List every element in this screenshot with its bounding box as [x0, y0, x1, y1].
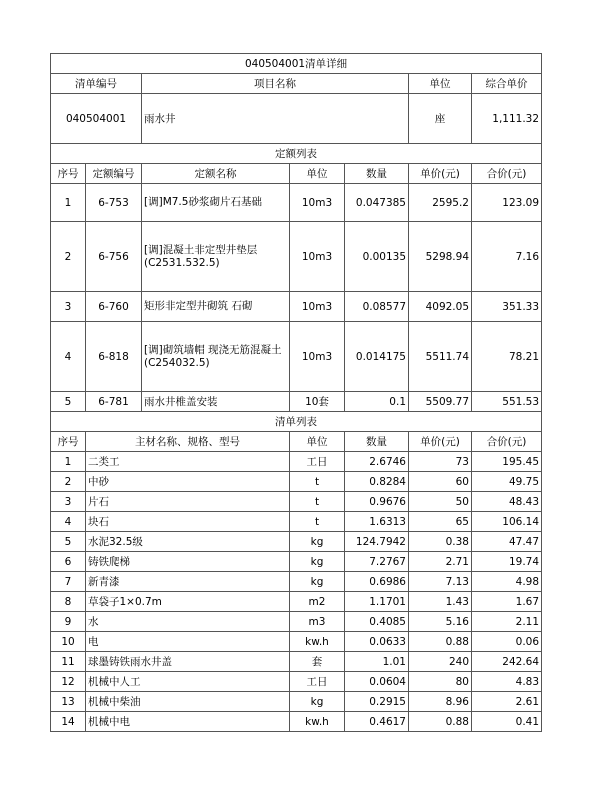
material-qty: 1.6313 — [345, 512, 409, 532]
material-index: 5 — [51, 532, 86, 552]
quota-row — [51, 292, 542, 322]
material-unit: kg — [290, 692, 345, 712]
quota-unit-price: 2595.2 — [409, 184, 472, 222]
header-price: 综合单价 — [472, 74, 542, 94]
material-index: 6 — [51, 552, 86, 572]
material-unit-price: 7.13 — [409, 572, 472, 592]
quota-index: 2 — [51, 222, 86, 292]
material-qty: 0.0604 — [345, 672, 409, 692]
material-row — [51, 512, 542, 532]
quota-unit-price: 5509.77 — [409, 392, 472, 412]
quota-index: 5 — [51, 392, 86, 412]
quota-row — [51, 184, 542, 222]
material-name: 块石 — [86, 512, 290, 532]
material-unit-price: 73 — [409, 452, 472, 472]
material-row — [51, 692, 542, 712]
quota-unit-price: 4092.05 — [409, 292, 472, 322]
material-name: 铸铁爬梯 — [86, 552, 290, 572]
material-index: 13 — [51, 692, 86, 712]
material-row — [51, 572, 542, 592]
material-index: 10 — [51, 632, 86, 652]
material-total: 0.41 — [472, 712, 542, 732]
quota-qty: 0.1 — [345, 392, 409, 412]
material-name: 电 — [86, 632, 290, 652]
quota-row — [51, 222, 542, 292]
material-total: 48.43 — [472, 492, 542, 512]
material-unit-price: 80 — [409, 672, 472, 692]
material-unit: 套 — [290, 652, 345, 672]
material-unit: t — [290, 512, 345, 532]
material-qty: 1.01 — [345, 652, 409, 672]
material-name: 机械中柴油 — [86, 692, 290, 712]
item-unit: 座 — [409, 94, 472, 144]
material-name: 草袋子1×0.7m — [86, 592, 290, 612]
material-row — [51, 452, 542, 472]
item-price: 1,111.32 — [472, 94, 542, 144]
material-name: 水泥32.5级 — [86, 532, 290, 552]
material-unit: t — [290, 472, 345, 492]
material-row — [51, 472, 542, 492]
header-name: 项目名称 — [142, 74, 409, 94]
header-unit: 单位 — [409, 74, 472, 94]
material-name: 新青漆 — [86, 572, 290, 592]
quota-index: 1 — [51, 184, 86, 222]
material-unit: m3 — [290, 612, 345, 632]
material-total: 0.06 — [472, 632, 542, 652]
material-qty: 0.4085 — [345, 612, 409, 632]
page-title: 040504001清单详细 — [51, 54, 542, 74]
material-row — [51, 672, 542, 692]
materials-section-title: 清单列表 — [51, 412, 542, 432]
quota-name: [调]M7.5砂浆砌片石基础 — [142, 184, 290, 222]
material-name: 球墨铸铁雨水井盖 — [86, 652, 290, 672]
material-total: 106.14 — [472, 512, 542, 532]
quota-total: 78.21 — [472, 322, 542, 392]
quota-section-title: 定额列表 — [51, 144, 542, 164]
material-name: 水 — [86, 612, 290, 632]
material-unit-price: 2.71 — [409, 552, 472, 572]
material-index: 11 — [51, 652, 86, 672]
quota-col-header: 数量 — [345, 164, 409, 184]
quota-total: 123.09 — [472, 184, 542, 222]
quota-name: [调]混凝土非定型井垫层(C2531.532.5) — [142, 222, 290, 292]
material-index: 3 — [51, 492, 86, 512]
material-row — [51, 592, 542, 612]
material-row — [51, 612, 542, 632]
material-name: 机械中电 — [86, 712, 290, 732]
material-unit-price: 65 — [409, 512, 472, 532]
material-name: 二类工 — [86, 452, 290, 472]
quota-unit-price: 5511.74 — [409, 322, 472, 392]
material-total: 47.47 — [472, 532, 542, 552]
quota-unit-price: 5298.94 — [409, 222, 472, 292]
material-total: 242.64 — [472, 652, 542, 672]
material-index: 4 — [51, 512, 86, 532]
quota-name: [调]砌筑墙帽 现浇无筋混凝土(C254032.5) — [142, 322, 290, 392]
quota-header-row — [51, 164, 542, 184]
material-row — [51, 712, 542, 732]
quota-index: 3 — [51, 292, 86, 322]
quota-index: 4 — [51, 322, 86, 392]
quota-col-header: 定额名称 — [142, 164, 290, 184]
quota-col-header: 序号 — [51, 164, 86, 184]
quota-col-header: 合价(元) — [472, 164, 542, 184]
material-name: 片石 — [86, 492, 290, 512]
quota-unit: 10m3 — [290, 222, 345, 292]
material-unit: kw.h — [290, 632, 345, 652]
quota-qty: 0.08577 — [345, 292, 409, 322]
material-qty: 2.6746 — [345, 452, 409, 472]
material-index: 8 — [51, 592, 86, 612]
material-unit: 工日 — [290, 672, 345, 692]
material-row — [51, 652, 542, 672]
material-total: 1.67 — [472, 592, 542, 612]
materials-col-header: 序号 — [51, 432, 86, 452]
material-qty: 1.1701 — [345, 592, 409, 612]
quota-qty: 0.00135 — [345, 222, 409, 292]
material-unit: t — [290, 492, 345, 512]
quota-name: 矩形非定型井砌筑 石砌 — [142, 292, 290, 322]
material-unit-price: 1.43 — [409, 592, 472, 612]
header-code: 清单编号 — [51, 74, 142, 94]
quota-unit: 10m3 — [290, 322, 345, 392]
quota-name: 雨水井椎盖安装 — [142, 392, 290, 412]
material-row — [51, 632, 542, 652]
item-code: 040504001 — [51, 94, 142, 144]
material-qty: 0.2915 — [345, 692, 409, 712]
quota-unit: 10m3 — [290, 184, 345, 222]
material-qty: 7.2767 — [345, 552, 409, 572]
material-unit: 工日 — [290, 452, 345, 472]
quota-total: 351.33 — [472, 292, 542, 322]
quota-col-header: 单位 — [290, 164, 345, 184]
material-index: 2 — [51, 472, 86, 492]
material-total: 4.83 — [472, 672, 542, 692]
material-total: 2.61 — [472, 692, 542, 712]
quota-code: 6-756 — [86, 222, 142, 292]
material-qty: 0.9676 — [345, 492, 409, 512]
material-index: 9 — [51, 612, 86, 632]
material-unit-price: 0.88 — [409, 632, 472, 652]
material-unit-price: 8.96 — [409, 692, 472, 712]
material-qty: 0.6986 — [345, 572, 409, 592]
quota-total: 551.53 — [472, 392, 542, 412]
materials-col-header: 数量 — [345, 432, 409, 452]
materials-col-header: 合价(元) — [472, 432, 542, 452]
quota-col-header: 单价(元) — [409, 164, 472, 184]
materials-col-header: 单价(元) — [409, 432, 472, 452]
material-total: 4.98 — [472, 572, 542, 592]
bill-detail-table — [50, 53, 542, 732]
materials-header-row — [51, 432, 542, 452]
material-unit: kg — [290, 552, 345, 572]
quota-row — [51, 392, 542, 412]
material-qty: 124.7942 — [345, 532, 409, 552]
quota-qty: 0.014175 — [345, 322, 409, 392]
material-unit-price: 60 — [409, 472, 472, 492]
material-unit-price: 240 — [409, 652, 472, 672]
material-total: 19.74 — [472, 552, 542, 572]
material-unit-price: 5.16 — [409, 612, 472, 632]
material-index: 12 — [51, 672, 86, 692]
material-index: 1 — [51, 452, 86, 472]
material-index: 14 — [51, 712, 86, 732]
quota-qty: 0.047385 — [345, 184, 409, 222]
quota-code: 6-753 — [86, 184, 142, 222]
material-unit: kg — [290, 532, 345, 552]
materials-col-header: 主材名称、规格、型号 — [86, 432, 290, 452]
material-unit-price: 0.88 — [409, 712, 472, 732]
material-qty: 0.8284 — [345, 472, 409, 492]
item-name: 雨水井 — [142, 94, 409, 144]
material-name: 中砂 — [86, 472, 290, 492]
material-qty: 0.4617 — [345, 712, 409, 732]
quota-unit: 10套 — [290, 392, 345, 412]
material-unit-price: 0.38 — [409, 532, 472, 552]
quota-unit: 10m3 — [290, 292, 345, 322]
material-unit: m2 — [290, 592, 345, 612]
material-row — [51, 532, 542, 552]
material-qty: 0.0633 — [345, 632, 409, 652]
quota-code: 6-760 — [86, 292, 142, 322]
materials-col-header: 单位 — [290, 432, 345, 452]
quota-col-header: 定额编号 — [86, 164, 142, 184]
material-index: 7 — [51, 572, 86, 592]
material-name: 机械中人工 — [86, 672, 290, 692]
material-total: 195.45 — [472, 452, 542, 472]
quota-row — [51, 322, 542, 392]
quota-code: 6-818 — [86, 322, 142, 392]
material-unit: kw.h — [290, 712, 345, 732]
material-row — [51, 492, 542, 512]
material-unit-price: 50 — [409, 492, 472, 512]
quota-code: 6-781 — [86, 392, 142, 412]
material-row — [51, 552, 542, 572]
quota-total: 7.16 — [472, 222, 542, 292]
material-total: 2.11 — [472, 612, 542, 632]
material-unit: kg — [290, 572, 345, 592]
material-total: 49.75 — [472, 472, 542, 492]
